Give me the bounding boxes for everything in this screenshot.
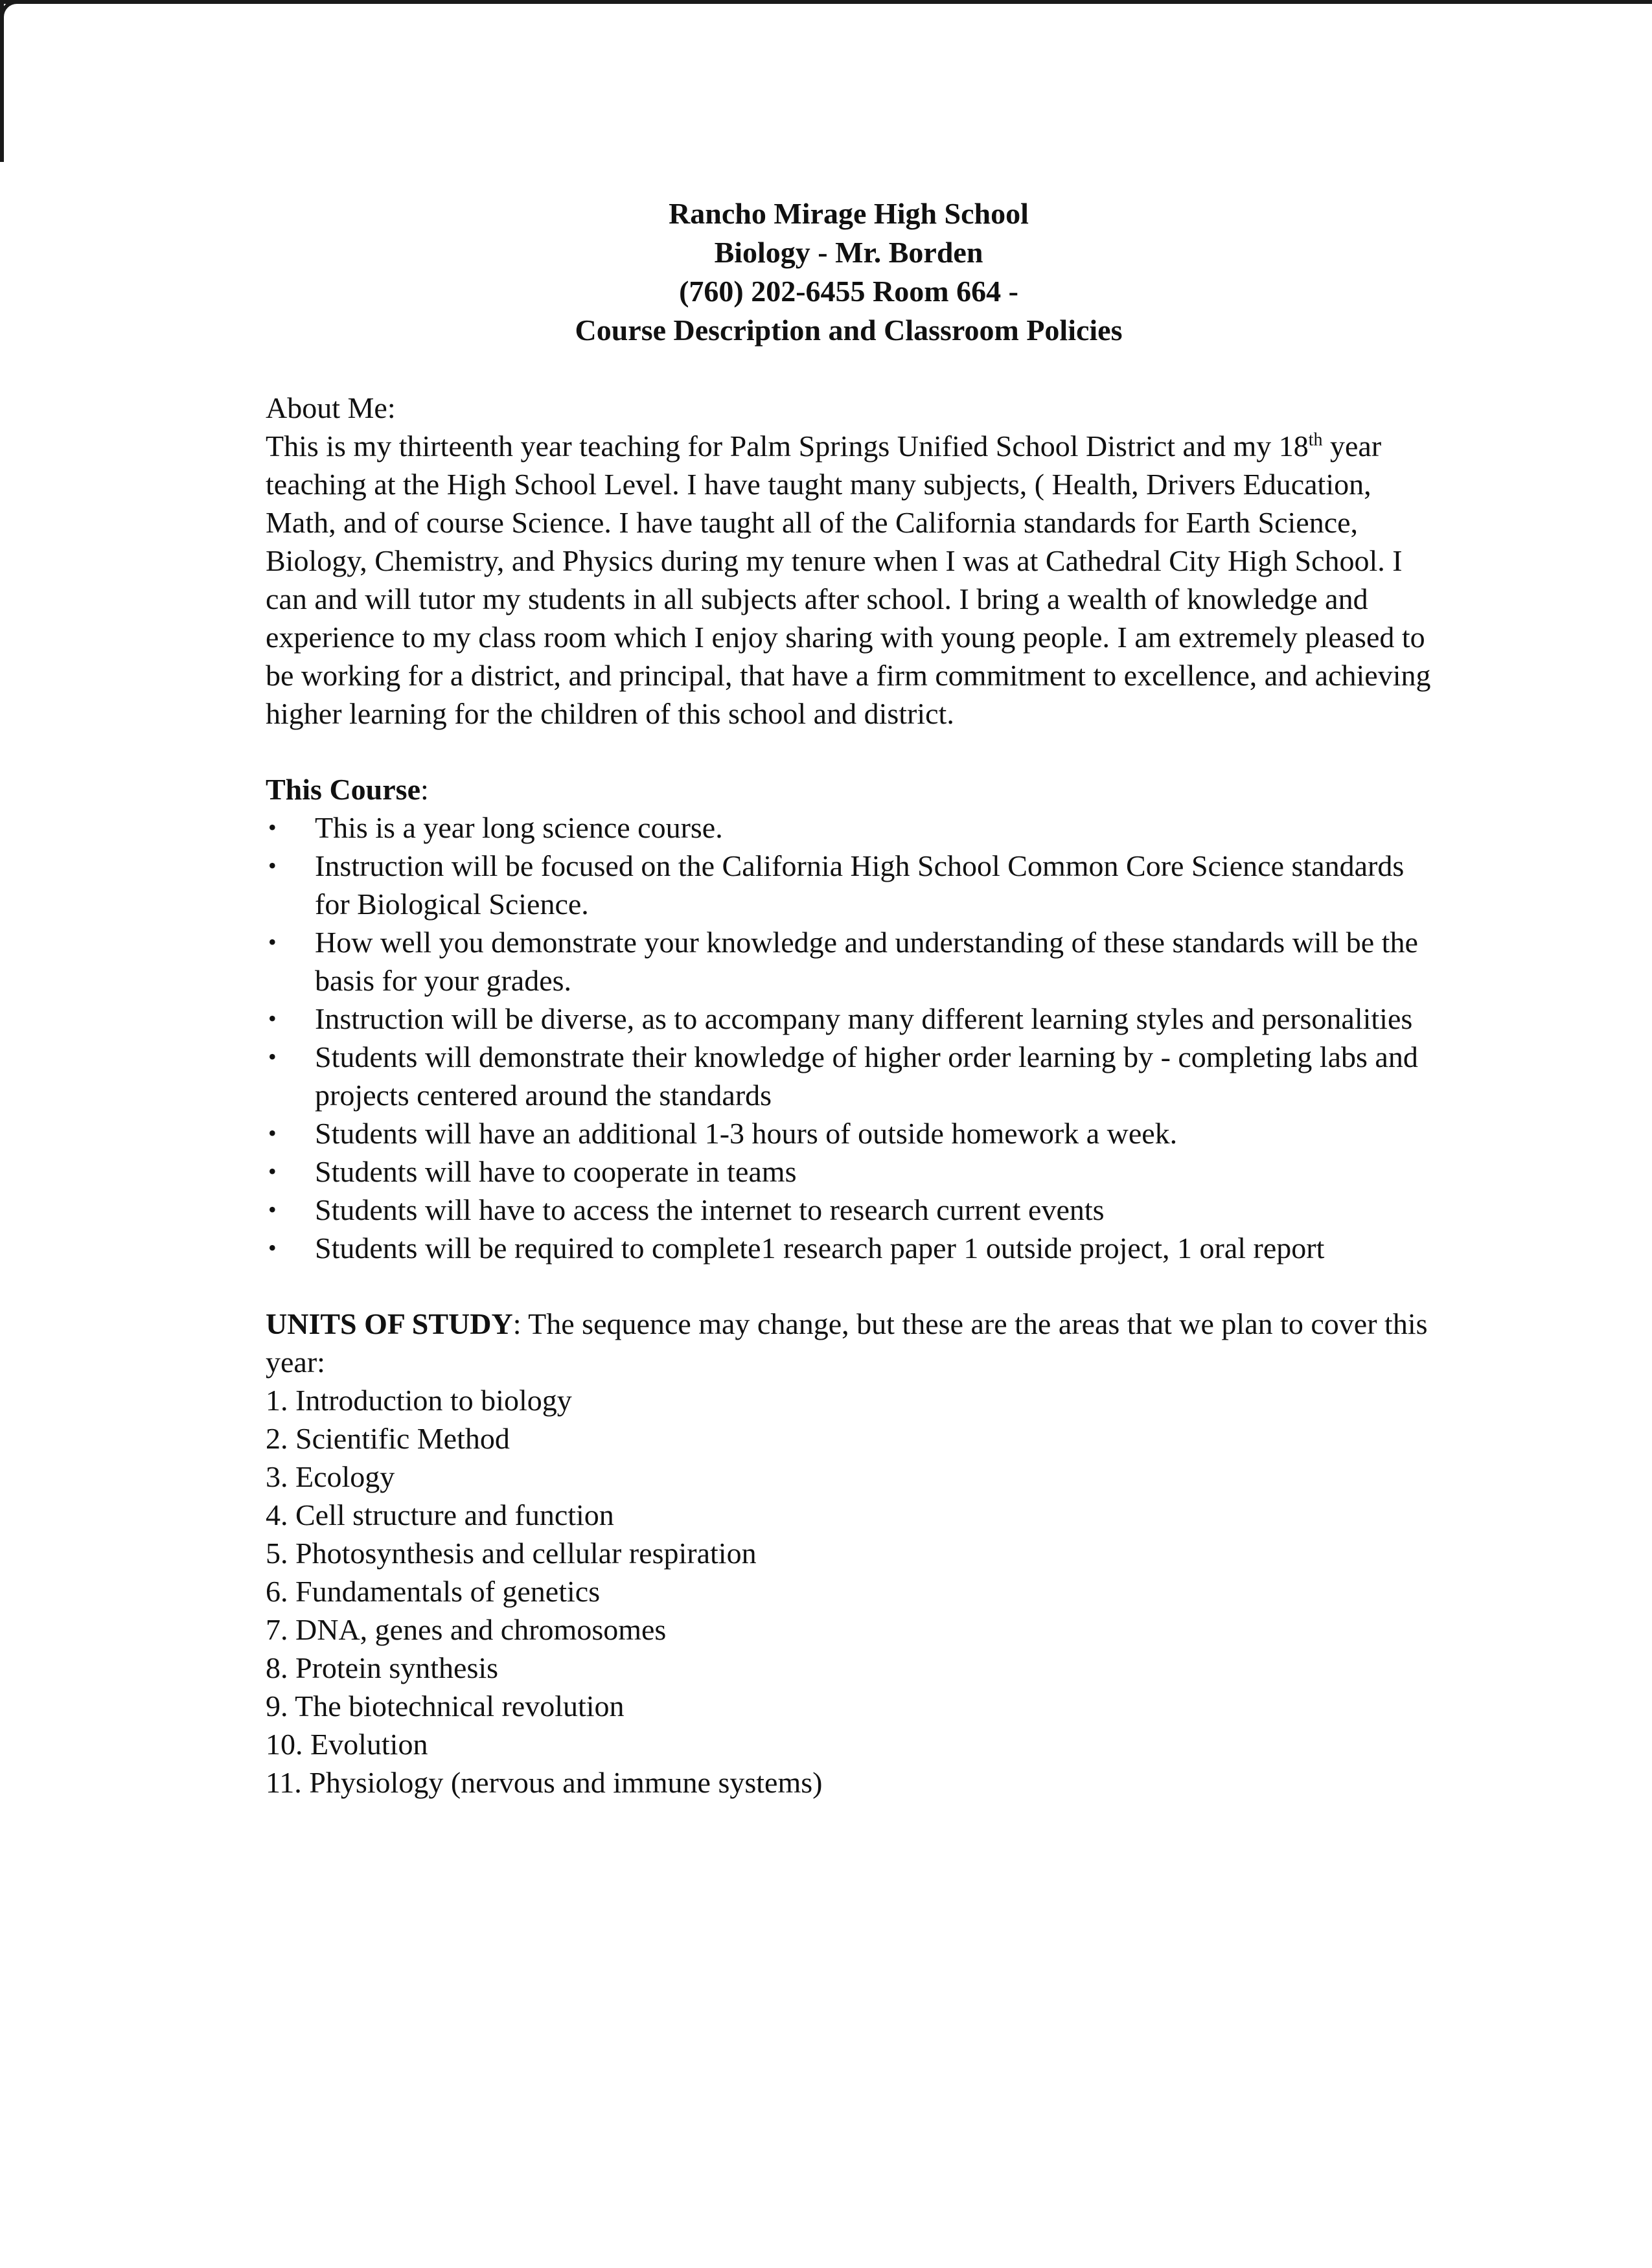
contact-info: (760) 202-6455 Room 664 - xyxy=(679,275,1018,308)
about-section xyxy=(266,389,1445,733)
bullet-icon: • xyxy=(268,814,277,840)
course-bullet-text: Instruction will be diverse, as to accompany many different learning styles and personalities xyxy=(315,1002,1413,1035)
units-heading xyxy=(266,1305,1445,1381)
unit-item: 3. Ecology xyxy=(266,1460,395,1493)
course-label-colon: : xyxy=(420,773,429,806)
course-bullet-list xyxy=(266,808,1445,1267)
unit-item: 4. Cell structure and function xyxy=(266,1498,614,1531)
course-bullet-item xyxy=(266,1191,1445,1229)
bullet-icon: • xyxy=(268,1005,277,1031)
bullet-icon: • xyxy=(268,929,277,955)
units-label: UNITS OF STUDY xyxy=(266,1307,513,1340)
course-bullet-item xyxy=(266,808,1445,847)
course-bullet-text: Students will have to cooperate in teams xyxy=(315,1155,797,1188)
course-section xyxy=(266,770,1445,1267)
course-bullet-text: Instruction will be focused on the California High School Common Core Science standards for Biological Science. xyxy=(315,849,1405,921)
document-page xyxy=(266,194,1445,1802)
units-section xyxy=(266,1305,1445,1802)
course-label: This Course xyxy=(266,773,420,806)
bullet-icon: • xyxy=(268,1044,277,1070)
unit-item: 7. DNA, genes and chromosomes xyxy=(266,1613,667,1646)
bullet-icon: • xyxy=(268,1235,277,1261)
course-bullet-text: Students will have to access the internet to research current events xyxy=(315,1193,1105,1226)
unit-item: 8. Protein synthesis xyxy=(266,1651,499,1684)
course-bullet-item xyxy=(266,1152,1445,1191)
bullet-icon: • xyxy=(268,1197,277,1222)
about-text-start: This is my thirteenth year teaching for Palm Springs Unified School District and my 18 xyxy=(266,430,1309,463)
units-intro: : The sequence may change, but these are the areas that we plan to cover this year: xyxy=(266,1307,1428,1379)
document-header xyxy=(259,194,1438,350)
bullet-icon: • xyxy=(268,1120,277,1146)
course-bullet-item xyxy=(266,1000,1445,1038)
course-bullet-text: This is a year long science course. xyxy=(315,811,723,844)
unit-item: 11. Physiology (nervous and immune systems) xyxy=(266,1766,823,1799)
course-bullet-item xyxy=(266,1229,1445,1267)
course-bullet-text: Students will demonstrate their knowledge of higher order learning by - completing labs and projects centered around the standards xyxy=(315,1040,1418,1112)
unit-item: 1. Introduction to biology xyxy=(266,1384,572,1417)
course-bullet-text: How well you demonstrate your knowledge and understanding of these standards will be the basis for your grades. xyxy=(315,926,1418,997)
course-teacher: Biology - Mr. Borden xyxy=(714,236,983,269)
bullet-icon: • xyxy=(268,1158,277,1184)
course-heading xyxy=(266,770,1445,808)
unit-item: 10. Evolution xyxy=(266,1728,428,1761)
about-label: About Me: xyxy=(266,391,396,424)
course-bullet-text: Students will be required to complete1 research paper 1 outside project, 1 oral report xyxy=(315,1231,1325,1265)
bullet-icon: • xyxy=(268,853,277,878)
about-text-rest: year teaching at the High School Level. I have taught many subjects, ( Health, Drivers Education, Math, and of course Science. I have taught all of the California standards for Earth Science, Biology, Chemistry, and Physics during my tenure when I was at Cathedral City High School. I can and will tutor my students in all subjects after school. I bring a wealth of knowledge and experience to my class room which I enjoy sharing with young people. I am extremely pleased to be working for a district, and principal, that have a firm commitment to excellence, and achieving higher learning for the children of this school and district. xyxy=(266,430,1431,730)
ordinal-suffix: th xyxy=(1308,430,1323,450)
units-list xyxy=(266,1381,1445,1802)
unit-item: 2. Scientific Method xyxy=(266,1422,510,1455)
course-bullet-item xyxy=(266,1114,1445,1152)
unit-item: 5. Photosynthesis and cellular respiration xyxy=(266,1537,757,1570)
scan-border-top xyxy=(0,0,1652,4)
about-paragraph xyxy=(266,427,1445,733)
school-name: Rancho Mirage High School xyxy=(669,197,1029,230)
unit-item: 9. The biotechnical revolution xyxy=(266,1690,625,1723)
unit-item: 6. Fundamentals of genetics xyxy=(266,1575,601,1608)
document-title: Course Description and Classroom Policies xyxy=(575,314,1123,347)
course-bullet-item xyxy=(266,923,1445,1000)
course-bullet-item xyxy=(266,847,1445,923)
scan-border-left xyxy=(0,0,4,162)
course-bullet-item xyxy=(266,1038,1445,1114)
course-bullet-text: Students will have an additional 1-3 hours of outside homework a week. xyxy=(315,1117,1178,1150)
